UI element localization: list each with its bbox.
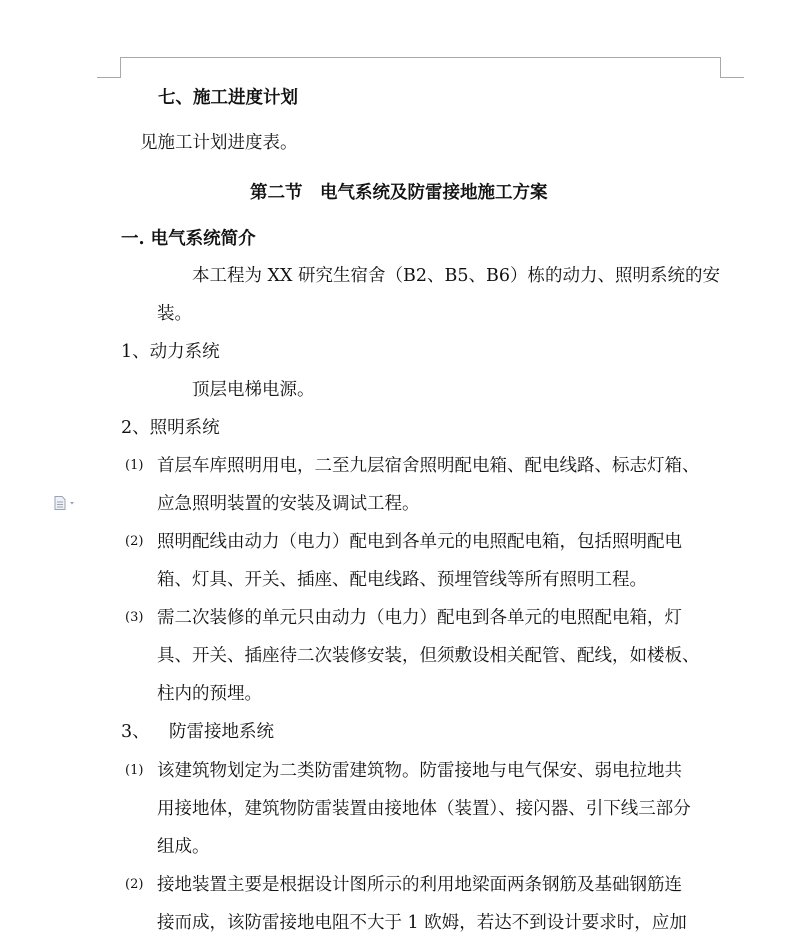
section-title: 第二节 电气系统及防雷接地施工方案	[250, 183, 548, 203]
subsection-title-electrical: 一. 电气系统简介	[121, 229, 256, 249]
lighting-item2-line2: 箱、灯具、开关、插座、配电线路、预埋管线等所有照明工程。	[157, 570, 647, 590]
lighting-item2-line1: 照明配线由动力（电力）配电到各单元的电照配电箱，包括照明配电	[157, 532, 682, 552]
lightning-item2-line1: 接地装置主要是根据设计图所示的利用地梁面两条钢筋及基础钢筋连	[157, 875, 682, 895]
lighting-item1-line2: 应急照明装置的安装及调试工程。	[157, 494, 420, 514]
lightning-item1-line3: 组成。	[157, 837, 210, 857]
see-schedule-text: 见施工计划进度表。	[140, 133, 298, 153]
lightning-item2-line2: 接而成，该防雷接地电阻不大于 1 欧姆，若达不到设计要求时，应加	[157, 913, 687, 933]
item-power-system-title: 1、动力系统	[121, 342, 220, 362]
list-number: (3)	[125, 610, 144, 625]
page-corner-mark-right	[720, 77, 744, 78]
intro-paragraph-line1: 本工程为 XX 研究生宿舍（B2、B5、B6）栋的动力、照明系统的安	[192, 266, 721, 286]
page-corner-mark-right-vertical	[720, 57, 721, 78]
header-border-line	[120, 57, 721, 58]
heading-construction-schedule: 七、施工进度计划	[158, 88, 298, 108]
document-icon[interactable]	[54, 495, 82, 509]
lighting-item3-line2: 具、开关、插座待二次装修安装，但须敷设相关配管、配线，如楼板、	[157, 646, 700, 666]
list-number: (1)	[125, 458, 144, 473]
list-number: (1)	[125, 763, 144, 778]
lighting-item3-line1: 需二次装修的单元只由动力（电力）配电到各单元的电照配电箱，灯	[157, 608, 682, 628]
page-corner-mark-left	[97, 77, 120, 78]
page-corner-mark-left-vertical	[120, 57, 121, 78]
item-power-system-body: 顶层电梯电源。	[192, 380, 315, 400]
lightning-item1-line1: 该建筑物划定为二类防雷建筑物。防雷接地与电气保安、弱电拉地共	[157, 761, 682, 781]
lighting-item1-line1: 首层车库照明用电，二至九层宿舍照明配电箱、配电线路、标志灯箱、	[157, 456, 700, 476]
item-lighting-system-title: 2、照明系统	[121, 418, 220, 438]
item-lightning-number: 3、	[121, 722, 150, 742]
lighting-item3-line3: 柱内的预埋。	[157, 684, 262, 704]
intro-paragraph-line2: 装。	[157, 304, 192, 324]
item-lightning-protection-title: 防雷接地系统	[169, 722, 274, 742]
lightning-item1-line2: 用接地体，建筑物防雷装置由接地体（装置）、接闪器、引下线三部分	[157, 799, 691, 819]
list-number: (2)	[125, 877, 144, 892]
list-number: (2)	[125, 534, 144, 549]
